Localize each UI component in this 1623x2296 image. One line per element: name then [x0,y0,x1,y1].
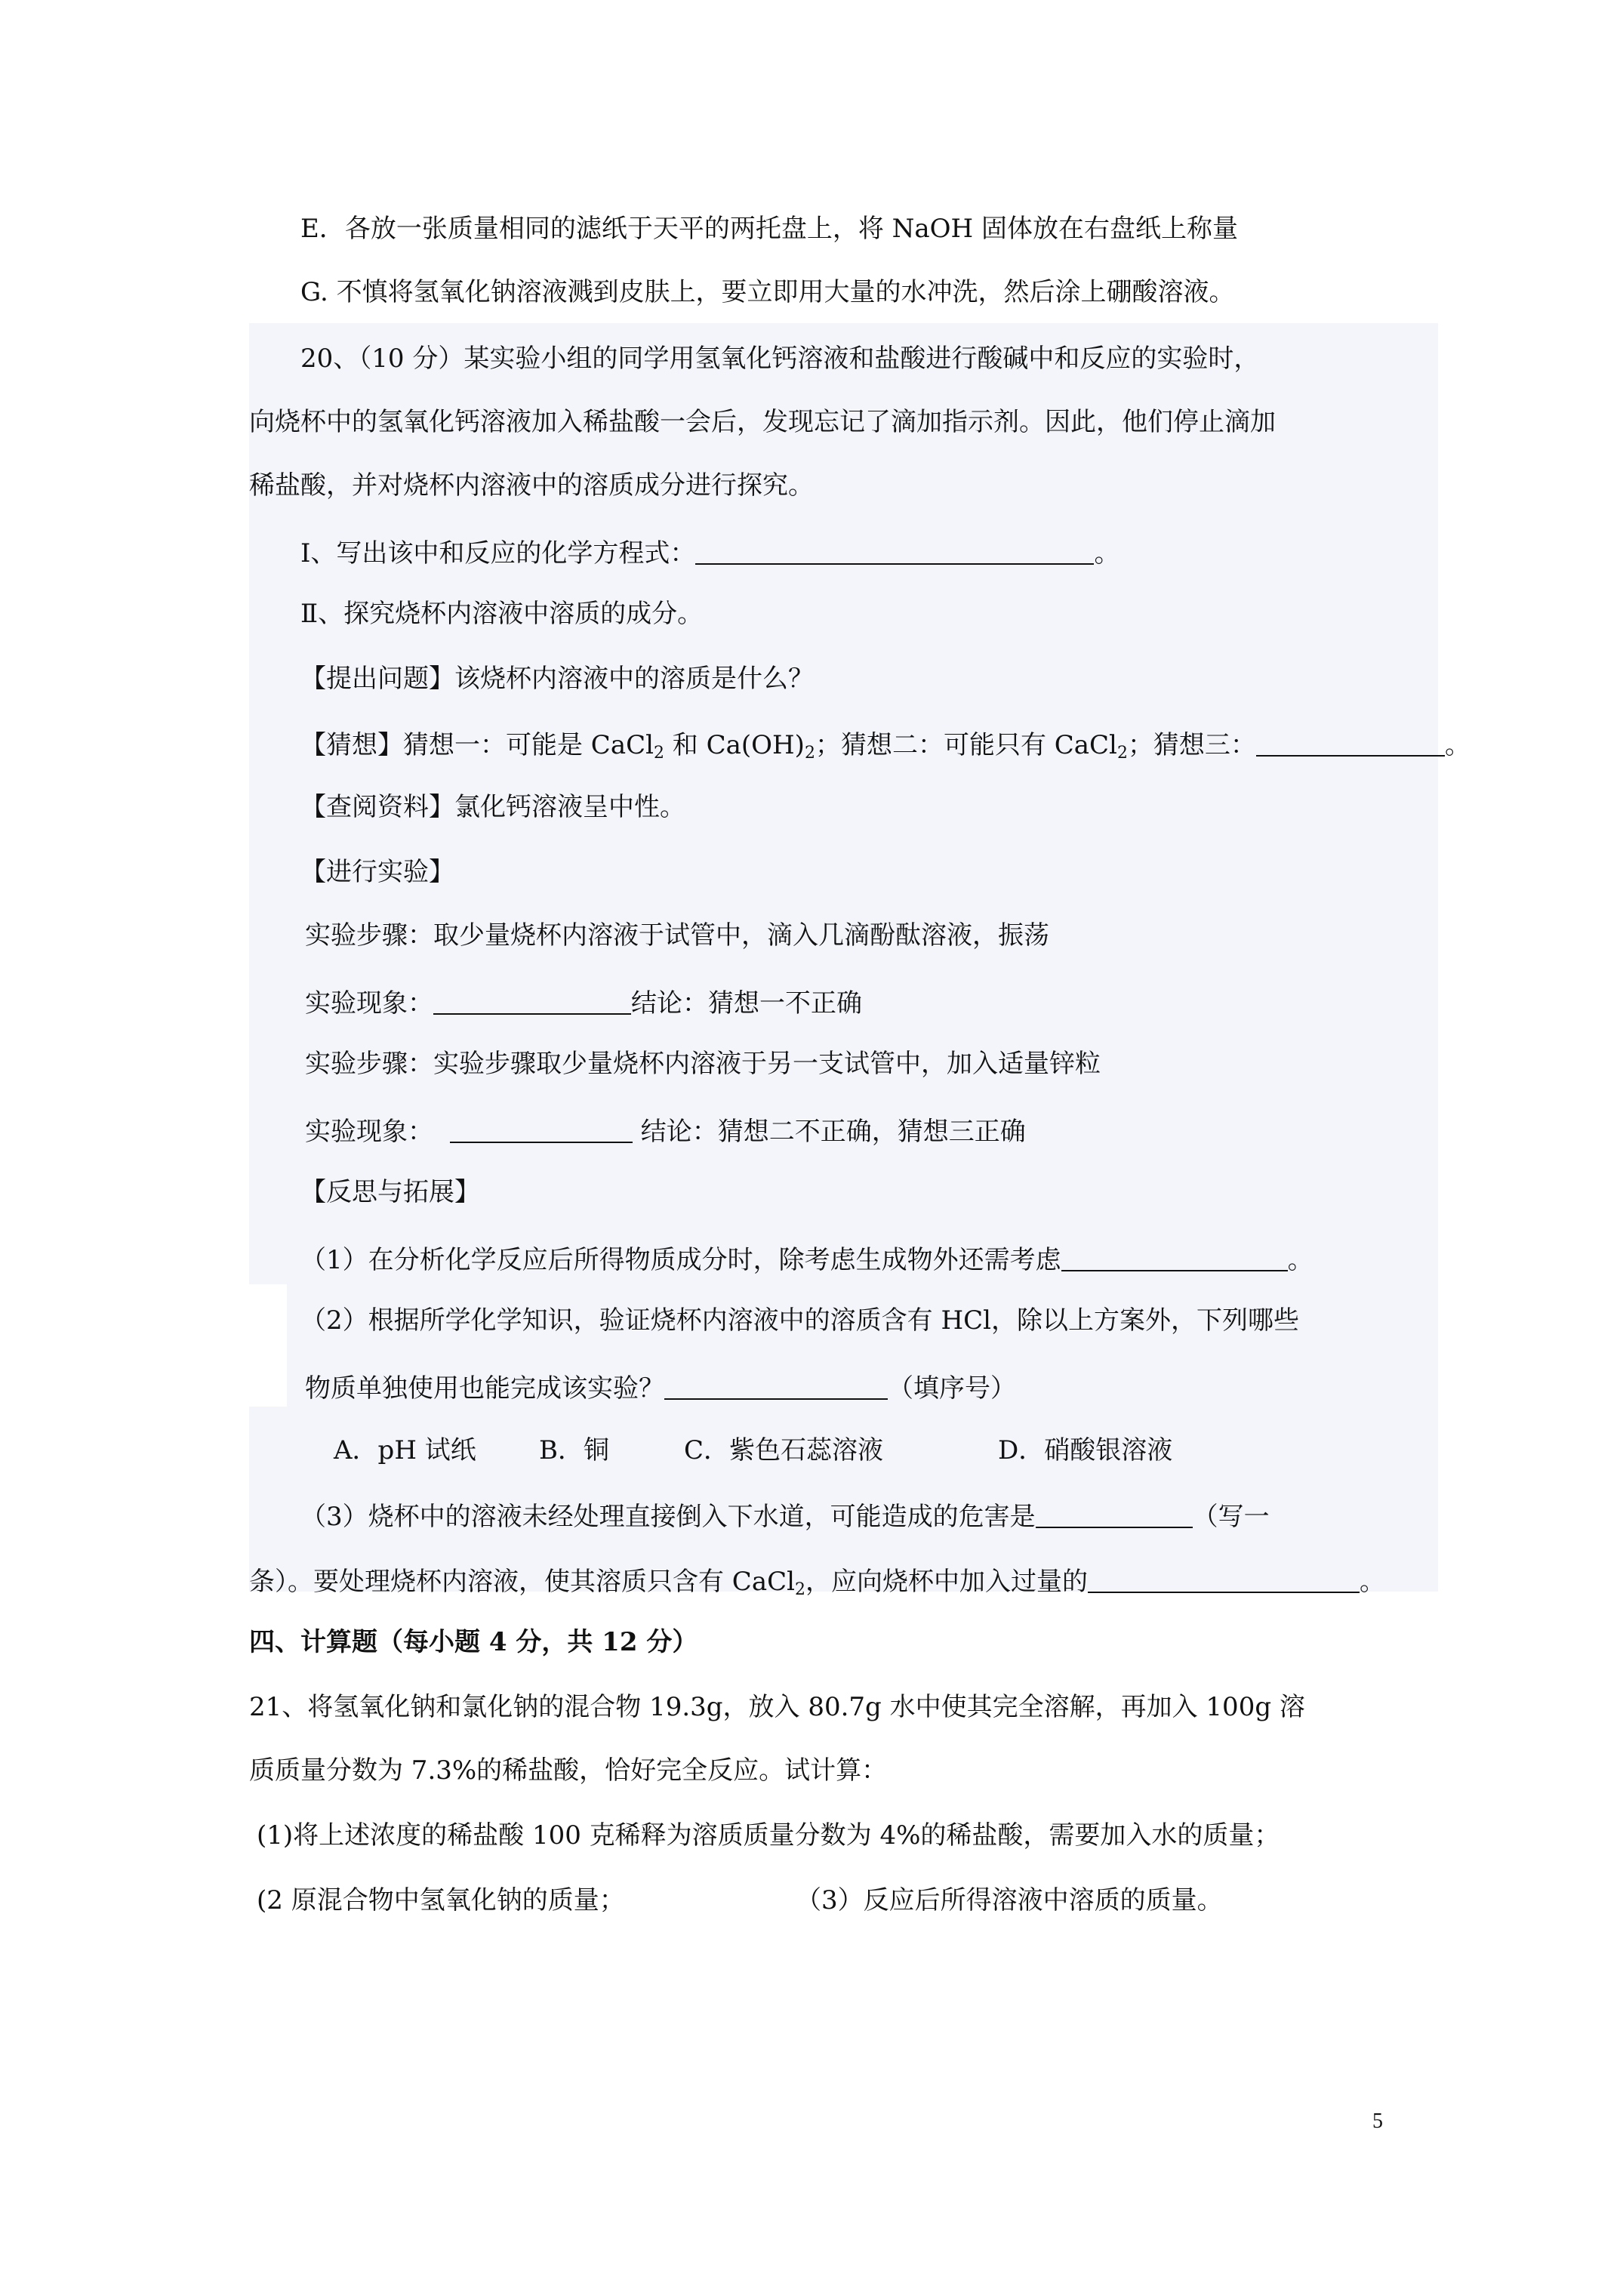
q20-step-1: 实验步骤：取少量烧杯内溶液于试管中，滴入几滴酚酞溶液，振荡 [305,920,1049,951]
q20-reflection-2-line-2: 物质单独使用也能完成该实验？ （填序号） [305,1373,1016,1404]
q20-part1: Ⅰ、写出该中和反应的化学方程式： 。 [300,538,1120,569]
option-d: D．硝酸银溶液 [998,1435,1173,1465]
section-4-heading: 四、计算题（每小题 4 分，共 12 分） [249,1627,698,1657]
q21-line-4b: （3）反应后所得溶液中溶质的质量。 [796,1885,1223,1915]
q21-line-3: (1)将上述浓度的稀盐酸 100 克稀释为溶质质量分数为 4%的稀盐酸，需要加入水的质量； [257,1820,1280,1851]
q20-observation-2: 实验现象： 结论：猜想二不正确，猜想三正确 [305,1117,1026,1147]
observation-2-blank[interactable] [450,1116,633,1143]
q20-reflection-1: （1）在分析化学反应后所得物质成分时，除考虑生成物外还需考虑 。 [300,1245,1313,1275]
reflection-2-blank[interactable] [664,1373,888,1400]
q20-step-2: 实验步骤：实验步骤取少量烧杯内溶液于另一支试管中，加入适量锌粒 [305,1049,1101,1079]
q20-experiment-heading: 【进行实验】 [300,857,454,887]
highlight-panel-bottom [249,1407,1438,1592]
option-c: C．紫色石蕊溶液 [684,1435,884,1465]
q20-observation-1: 实验现象： 结论：猜想一不正确 [305,988,862,1019]
q20-reflection-3-line-1: （3）烧杯中的溶液未经处理直接倒入下水道，可能造成的危害是 （写一 [300,1502,1270,1532]
guess-three-blank[interactable] [1256,729,1445,757]
option-e-line: E．各放一张质量相同的滤纸于天平的两托盘上，将 NaOH 固体放在右盘纸上称量 [300,214,1238,244]
highlight-panel-left [249,1278,287,1284]
q20-line-3: 稀盐酸，并对烧杯内溶液中的溶质成分进行探究。 [249,470,814,501]
hazard-blank[interactable] [1036,1501,1193,1528]
option-b: B．铜 [539,1435,609,1465]
q20-line-2: 向烧杯中的氢氧化钙溶液加入稀盐酸一会后，发现忘记了滴加指示剂。因此，他们停止滴加 [249,407,1276,437]
q20-reference: 【查阅资料】氯化钙溶液呈中性。 [300,792,685,822]
q20-ask: 【提出问题】该烧杯内溶液中的溶质是什么？ [300,664,814,694]
q20-part2: Ⅱ、探究烧杯内溶液中溶质的成分。 [300,599,704,629]
observation-1-blank[interactable] [433,988,631,1015]
option-g-line: G. 不慎将氢氧化钠溶液溅到皮肤上，要立即用大量的水冲洗，然后涂上硼酸溶液。 [300,277,1235,307]
equation-answer-blank[interactable] [695,538,1094,565]
q20-reflection-heading: 【反思与拓展】 [300,1177,480,1207]
q20-reflection-2-line-1: （2）根据所学化学知识，验证烧杯内溶液中的溶质含有 HCl，除以上方案外，下列哪些 [300,1305,1299,1336]
option-a: A．pH 试纸 [334,1435,476,1465]
q20-guess: 【猜想】猜想一：可能是 CaCl$_2$ 和 $Ca(OH)_2$；猜想二：可能只有 CaCl$_2$；猜想三： 。 [300,730,1471,763]
page-number: 5 [1372,2110,1383,2133]
q21-line-2: 质质量分数为 7.3%的稀盐酸，恰好完全反应。试计算： [249,1755,888,1786]
q20-line-1: 20、（10 分）某实验小组的同学用氢氧化钙溶液和盐酸进行酸碱中和反应的实验时， [300,344,1260,374]
reflection-1-blank[interactable] [1061,1244,1288,1271]
reagent-blank[interactable] [1088,1566,1360,1593]
q21-line-1: 21、将氢氧化钠和氯化钠的混合物 19.3g，放入 80.7g 水中使其完全溶解，再加入 100g 溶 [249,1692,1305,1722]
q21-line-4a: (2 原混合物中氢氧化钠的质量； [257,1885,625,1915]
q20-reflection-3-line-2: 条）。要处理烧杯内溶液，使其溶质只含有 CaCl$_2$，应向烧杯中加入过量的 。 [249,1567,1385,1599]
